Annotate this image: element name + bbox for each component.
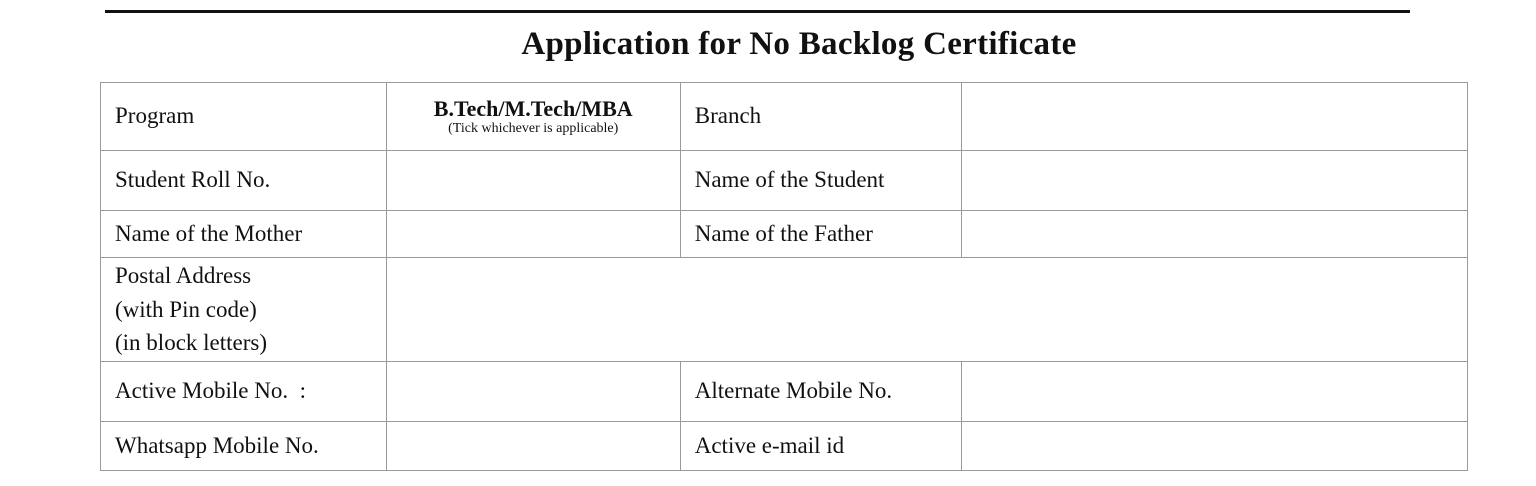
top-rule [105,10,1410,13]
program-options-cell[interactable] [386,83,680,151]
page-title: Application for No Backlog Certificate [521,26,1077,62]
address-line-3: (in block letters) [115,330,268,356]
table-row [101,151,1468,211]
mobile-label: Active Mobile No. : [101,362,387,422]
address-line-1: Postal Address [115,263,252,289]
roll-field[interactable] [386,151,680,211]
alt-mobile-label: Alternate Mobile No. [680,362,962,422]
mobile-field[interactable] [386,362,680,422]
student-name-label: Name of the Student [680,151,962,211]
application-form-table [100,82,1468,471]
mother-field[interactable] [386,211,680,258]
email-field[interactable] [962,422,1468,471]
roll-label: Student Roll No. [101,151,387,211]
mother-label: Name of the Mother [101,211,387,258]
table-row [101,211,1468,258]
table-row [101,362,1468,422]
address-field[interactable] [386,258,1467,362]
whatsapp-label: Whatsapp Mobile No. [101,422,387,471]
email-label: Active e-mail id [680,422,962,471]
table-row [101,258,1468,362]
alt-mobile-field[interactable] [962,362,1468,422]
program-label: Program [101,83,387,151]
branch-field[interactable] [962,83,1468,151]
program-hint: (Tick whichever is applicable) [448,120,619,136]
father-label: Name of the Father [680,211,962,258]
student-name-field[interactable] [962,151,1468,211]
branch-label: Branch [680,83,962,151]
father-field[interactable] [962,211,1468,258]
program-options: B.Tech/M.Tech/MBA [433,95,633,121]
whatsapp-field[interactable] [386,422,680,471]
address-line-2: (with Pin code) [115,296,257,322]
table-row [101,422,1468,471]
address-label [101,258,387,362]
table-row [101,83,1468,151]
